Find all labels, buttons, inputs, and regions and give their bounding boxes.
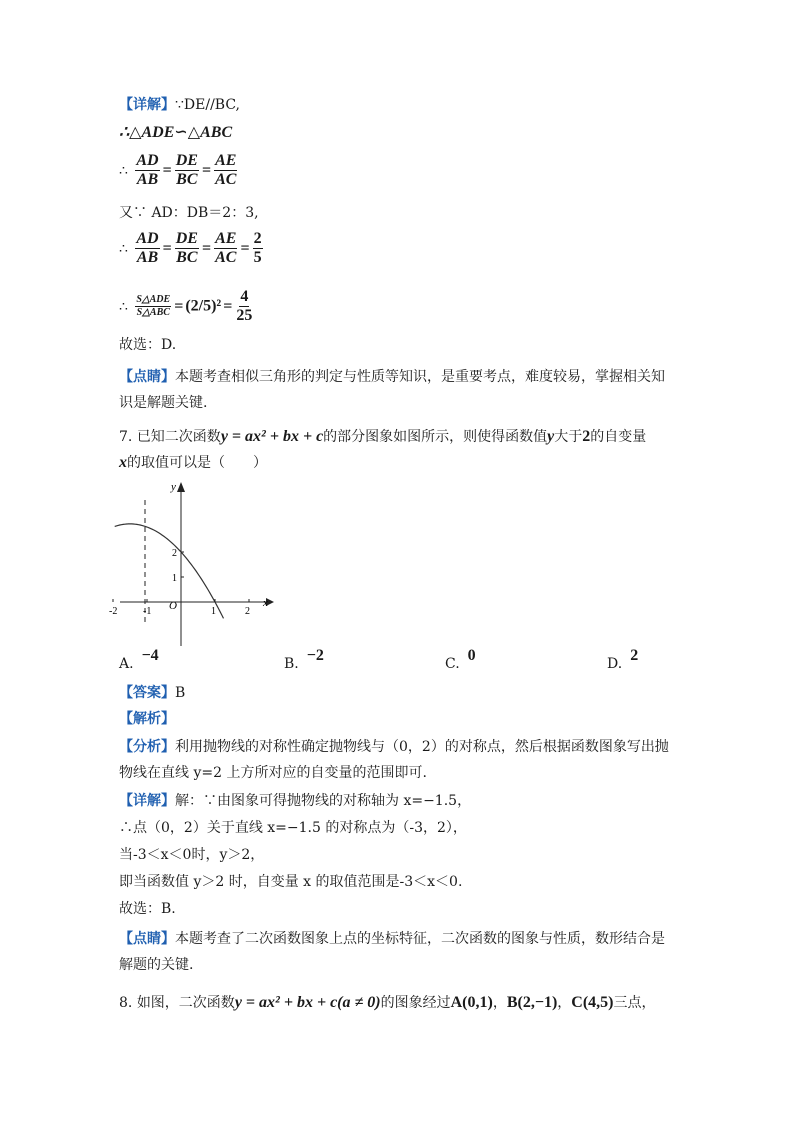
fraction-four-25: $\frac{4}{25}$ — [236, 288, 253, 324]
therefore-symbol: ∴ — [119, 162, 128, 179]
q8-point-a: A(0,1) — [450, 994, 493, 1011]
area-power: (2/5)² — [185, 297, 222, 315]
y-axis-label: y — [171, 481, 176, 493]
q7-line2: x的取值可以是（ ） — [119, 454, 267, 471]
fraction-two-fifths: $\frac{2}{5}$ — [253, 230, 262, 266]
y-axis-arrow — [177, 482, 185, 492]
option-b[interactable]: B. −2 — [284, 647, 324, 672]
x-tick-label: 2 — [245, 606, 250, 617]
detail2-line3: 当-3＜x＜0时，y＞2， — [119, 847, 265, 863]
ratio-line: ∴ $\frac{AD}{AB}$ = $\frac{DE}{BC}$ = $\frac{AE}{AC}$ — [119, 152, 237, 188]
x-tick-label: 1 — [211, 606, 216, 617]
given-text: ∵DE//BC, — [175, 97, 240, 113]
detail-line-given — [119, 96, 240, 114]
area-ratio-line: ∴ $\frac{\text{S△ADE}}{\text{S△ABC}}$ = (2/5)² = $\frac{4}{25}$ — [119, 288, 253, 324]
answer-line-1: 故选：D. — [119, 337, 177, 353]
parabola-graph — [109, 478, 278, 650]
detail-tag: 【详解】 — [119, 97, 175, 113]
detail2-line1: 【详解】解：∵由图象可得抛物线的对称轴为 x=−1.5， — [119, 793, 472, 809]
option-d[interactable]: D. 2 — [607, 647, 639, 672]
y-tick-label: 1 — [172, 573, 177, 584]
analysis-tag: 【解析】 — [119, 711, 175, 727]
fraction-ae-ac: $\frac{AE}{AC}$ — [215, 152, 237, 188]
y-tick-label: 2 — [172, 548, 177, 559]
option-a[interactable]: A. −4 — [119, 647, 159, 672]
fraction-ad-ab-2: $\frac{AD}{AB}$ — [136, 230, 159, 266]
comment1-line1: 【点睛】本题考查相似三角形的判定与性质等知识，是重要考点，难度较易，掌握相关知 — [119, 369, 665, 385]
detail2-line4: 即当函数值 y＞2 时，自变量 x 的取值范围是-3＜x＜0. — [119, 874, 463, 890]
fraction-de-bc-2: $\frac{DE}{BC}$ — [175, 230, 198, 266]
detail2-line5: 故选：B. — [119, 901, 176, 917]
comment2-line2: 解题的关键. — [119, 957, 194, 973]
fraction-de-bc: $\frac{DE}{BC}$ — [175, 152, 198, 188]
comment2-line1: 【点睛】本题考查了二次函数图象上点的坐标特征，二次函数的图象与性质，数形结合是 — [119, 931, 665, 947]
comment1-line2: 识是解题关键. — [119, 395, 208, 411]
similar-line — [119, 124, 232, 142]
ratio-value-line: ∴ $\frac{AD}{AB}$ = $\frac{DE}{BC}$ = $\frac{AE}{AC}$ = $\frac{2}{5}$ — [119, 230, 262, 266]
option-c[interactable]: C. 0 — [445, 647, 476, 672]
fraction-area: $\frac{\text{S△ADE}}{\text{S△ABC}}$ — [136, 294, 171, 318]
fraction-ad-ab: $\frac{AD}{AB}$ — [136, 152, 159, 188]
q8-point-c: C(4,5) — [571, 994, 614, 1011]
axis-ticks — [109, 548, 250, 617]
q7-line1: 7. 已知二次函数y = ax² + bx + c的部分图象如图所示，则使得函数值y大于2的自变量 — [119, 428, 647, 445]
fraction-ae-ac-2: $\frac{AE}{AC}$ — [215, 230, 237, 266]
q8-point-b: B(2,−1) — [506, 994, 558, 1011]
answer-line: 【答案】B — [119, 685, 186, 701]
q8-formula: y = ax² + bx + c(a ≠ 0) — [234, 994, 381, 1011]
fenxi-line1: 【分析】利用抛物线的对称性确定抛物线与（0，2）的对称点，然后根据函数图象写出抛 — [119, 739, 669, 755]
origin-label: O — [169, 600, 177, 612]
x-tick-label: -1 — [143, 606, 152, 617]
fenxi-line2: 物线在直线 y=2 上方所对应的自变量的范围即可. — [119, 765, 427, 781]
x-axis-label: x — [263, 597, 268, 609]
q7-formula: y = ax² + bx + c — [220, 428, 324, 445]
x-tick-label: -2 — [109, 606, 118, 617]
detail2-line2: ∴点（0，2）关于直线 x=−1.5 的对称点为（-3，2）， — [119, 820, 467, 836]
known-line: 又∵ AD：DB＝2：3, — [119, 205, 259, 221]
similar-statement: ∴△ADE∽△ABC — [119, 124, 233, 141]
q8-line1: 8. 如图，二次函数y = ax² + bx + c(a ≠ 0)的图象经过A(0,1)，B(2,−1)，C(4,5)三点， — [119, 994, 656, 1011]
